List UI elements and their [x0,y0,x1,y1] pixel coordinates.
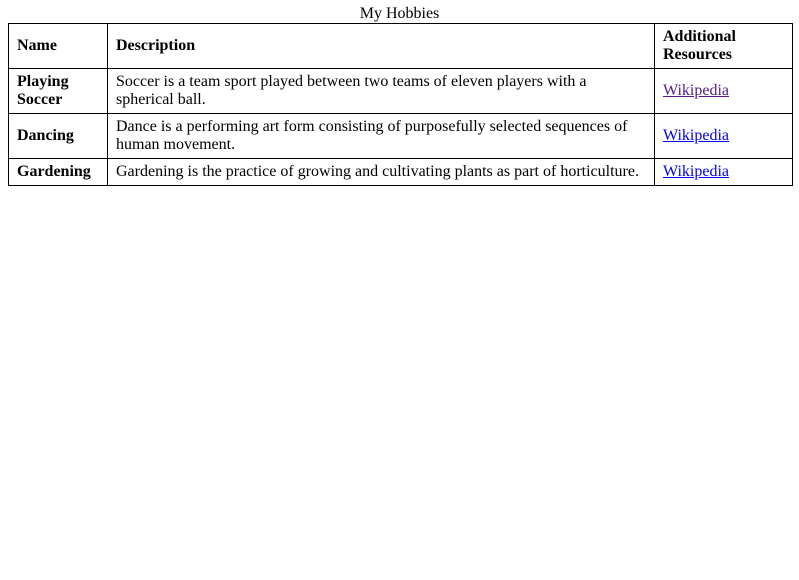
hobby-name: Playing Soccer [9,69,108,114]
header-additional-resources: Additional Resources [655,24,793,69]
header-name: Name [9,24,108,69]
table-row [9,159,793,186]
wikipedia-link[interactable]: Wikipedia [663,127,729,144]
header-description: Description [108,24,655,69]
resource-cell [655,114,793,159]
table-row [9,69,793,114]
wikipedia-link[interactable]: Wikipedia [663,82,729,99]
resource-cell [655,159,793,186]
hobby-description: Soccer is a team sport played between two teams of eleven players with a spherical ball. [108,69,655,114]
hobby-description: Gardening is the practice of growing and cultivating plants as part of horticulture. [108,159,655,186]
wikipedia-link[interactable]: Wikipedia [663,163,729,180]
header-row [9,24,793,69]
hobbies-table [8,23,793,186]
table-row [9,114,793,159]
resource-cell [655,69,793,114]
hobby-name: Dancing [9,114,108,159]
table-caption: My Hobbies [359,5,440,22]
hobby-description: Dance is a performing art form consisting of purposefully selected sequences of human movement. [108,114,655,159]
hobby-name: Gardening [9,159,108,186]
